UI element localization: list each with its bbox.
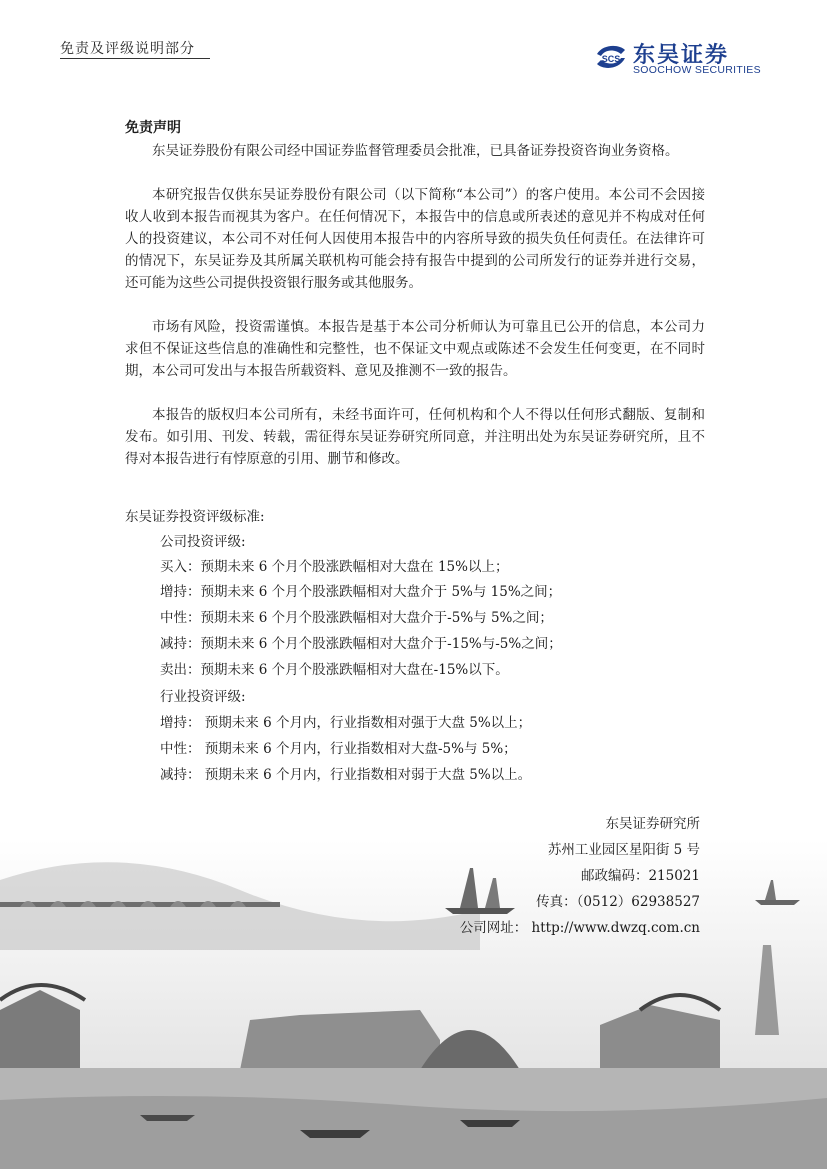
contact-postcode: 邮政编码：215021 [580,868,700,884]
industry-rating-line: 增持： 预期未来 6 个月内，行业指数相对强于大盘 5%以上； [160,715,532,731]
company-rating-line: 中性：预期未来 6 个月个股涨跌幅相对大盘介于-5%与 5%之间； [160,610,553,626]
brand-name-cn: 东吴证券 [633,43,730,68]
disclaimer-paragraph: 东吴证券股份有限公司经中国证券监督管理委员会批准，已具备证券投资咨询业务资格。 [152,143,679,159]
brand-logo [593,40,763,80]
disclaimer-paragraph: 本报告的版权归本公司所有，未经书面许可，任何机构和个人不得以任何形式翻版、复制和发布。如引用、刊发、转载，需征得东吴证券研究所同意，并注明出处为东吴证券研究所，且不得对本报告进行有悖原意的引用、删节和修改。 [125,407,705,467]
ratings-heading: 东吴证券投资评级标准: [125,509,265,525]
industry-ratings-heading: 行业投资评级: [160,689,246,705]
brand-mark-icon [593,40,629,76]
company-rating-line: 增持：预期未来 6 个月个股涨跌幅相对大盘介于 5%与 15%之间； [160,584,562,600]
company-rating-line: 卖出：预期未来 6 个月个股涨跌幅相对大盘在-15%以下。 [160,662,509,678]
section-title: 免责及评级说明部分 [60,41,195,57]
disclaimer-title: 免责声明 [125,120,181,136]
page-header [0,0,827,80]
industry-rating-line: 减持： 预期未来 6 个月内，行业指数相对弱于大盘 5%以上。 [160,767,532,783]
contact-address: 苏州工业园区星阳街 5 号 [547,842,700,858]
company-rating-line: 买入：预期未来 6 个月个股涨跌幅相对大盘在 15%以上； [160,559,509,575]
disclaimer-paragraph: 本研究报告仅供东吴证券股份有限公司（以下简称“本公司”）的客户使用。本公司不会因接收人收到本报告而视其为客户。在任何情况下，本报告中的信息或所表述的意见并不构成对任何人的投资建议，本公司不对任何人因使用本报告中的内容所导致的损失负任何责任。在法律许可的情况下，东吴证券及其所属关联机构可能会持有报告中提到的公司所发行的证券并进行交易，还可能为这些公司提供投资银行服务或其他服务。 [125,187,705,291]
brand-name-en: SOOCHOW SECURITIES [633,64,761,76]
landscape-illustration [0,840,827,1169]
industry-rating-line: 中性： 预期未来 6 个月内，行业指数相对大盘-5%与 5%； [160,741,517,757]
contact-institute: 东吴证券研究所 [605,816,700,832]
company-rating-line: 减持：预期未来 6 个月个股涨跌幅相对大盘介于-15%与-5%之间； [160,636,562,652]
disclaimer-paragraph: 市场有风险，投资需谨慎。本报告是基于本公司分析师认为可靠且已公开的信息，本公司力求但不保证这些信息的准确性和完整性，也不保证文中观点或陈述不会发生任何变更，在不同时期，本公司可发出与本报告所载资料、意见及推测不一致的报告。 [125,319,705,379]
contact-fax: 传真：（0512）62938527 [536,894,700,910]
company-ratings-heading: 公司投资评级: [160,534,246,550]
header-underline [60,58,210,59]
contact-website: 公司网址： http://www.dwzq.com.cn [459,920,700,936]
brand-mark-text: SCS [601,54,621,64]
